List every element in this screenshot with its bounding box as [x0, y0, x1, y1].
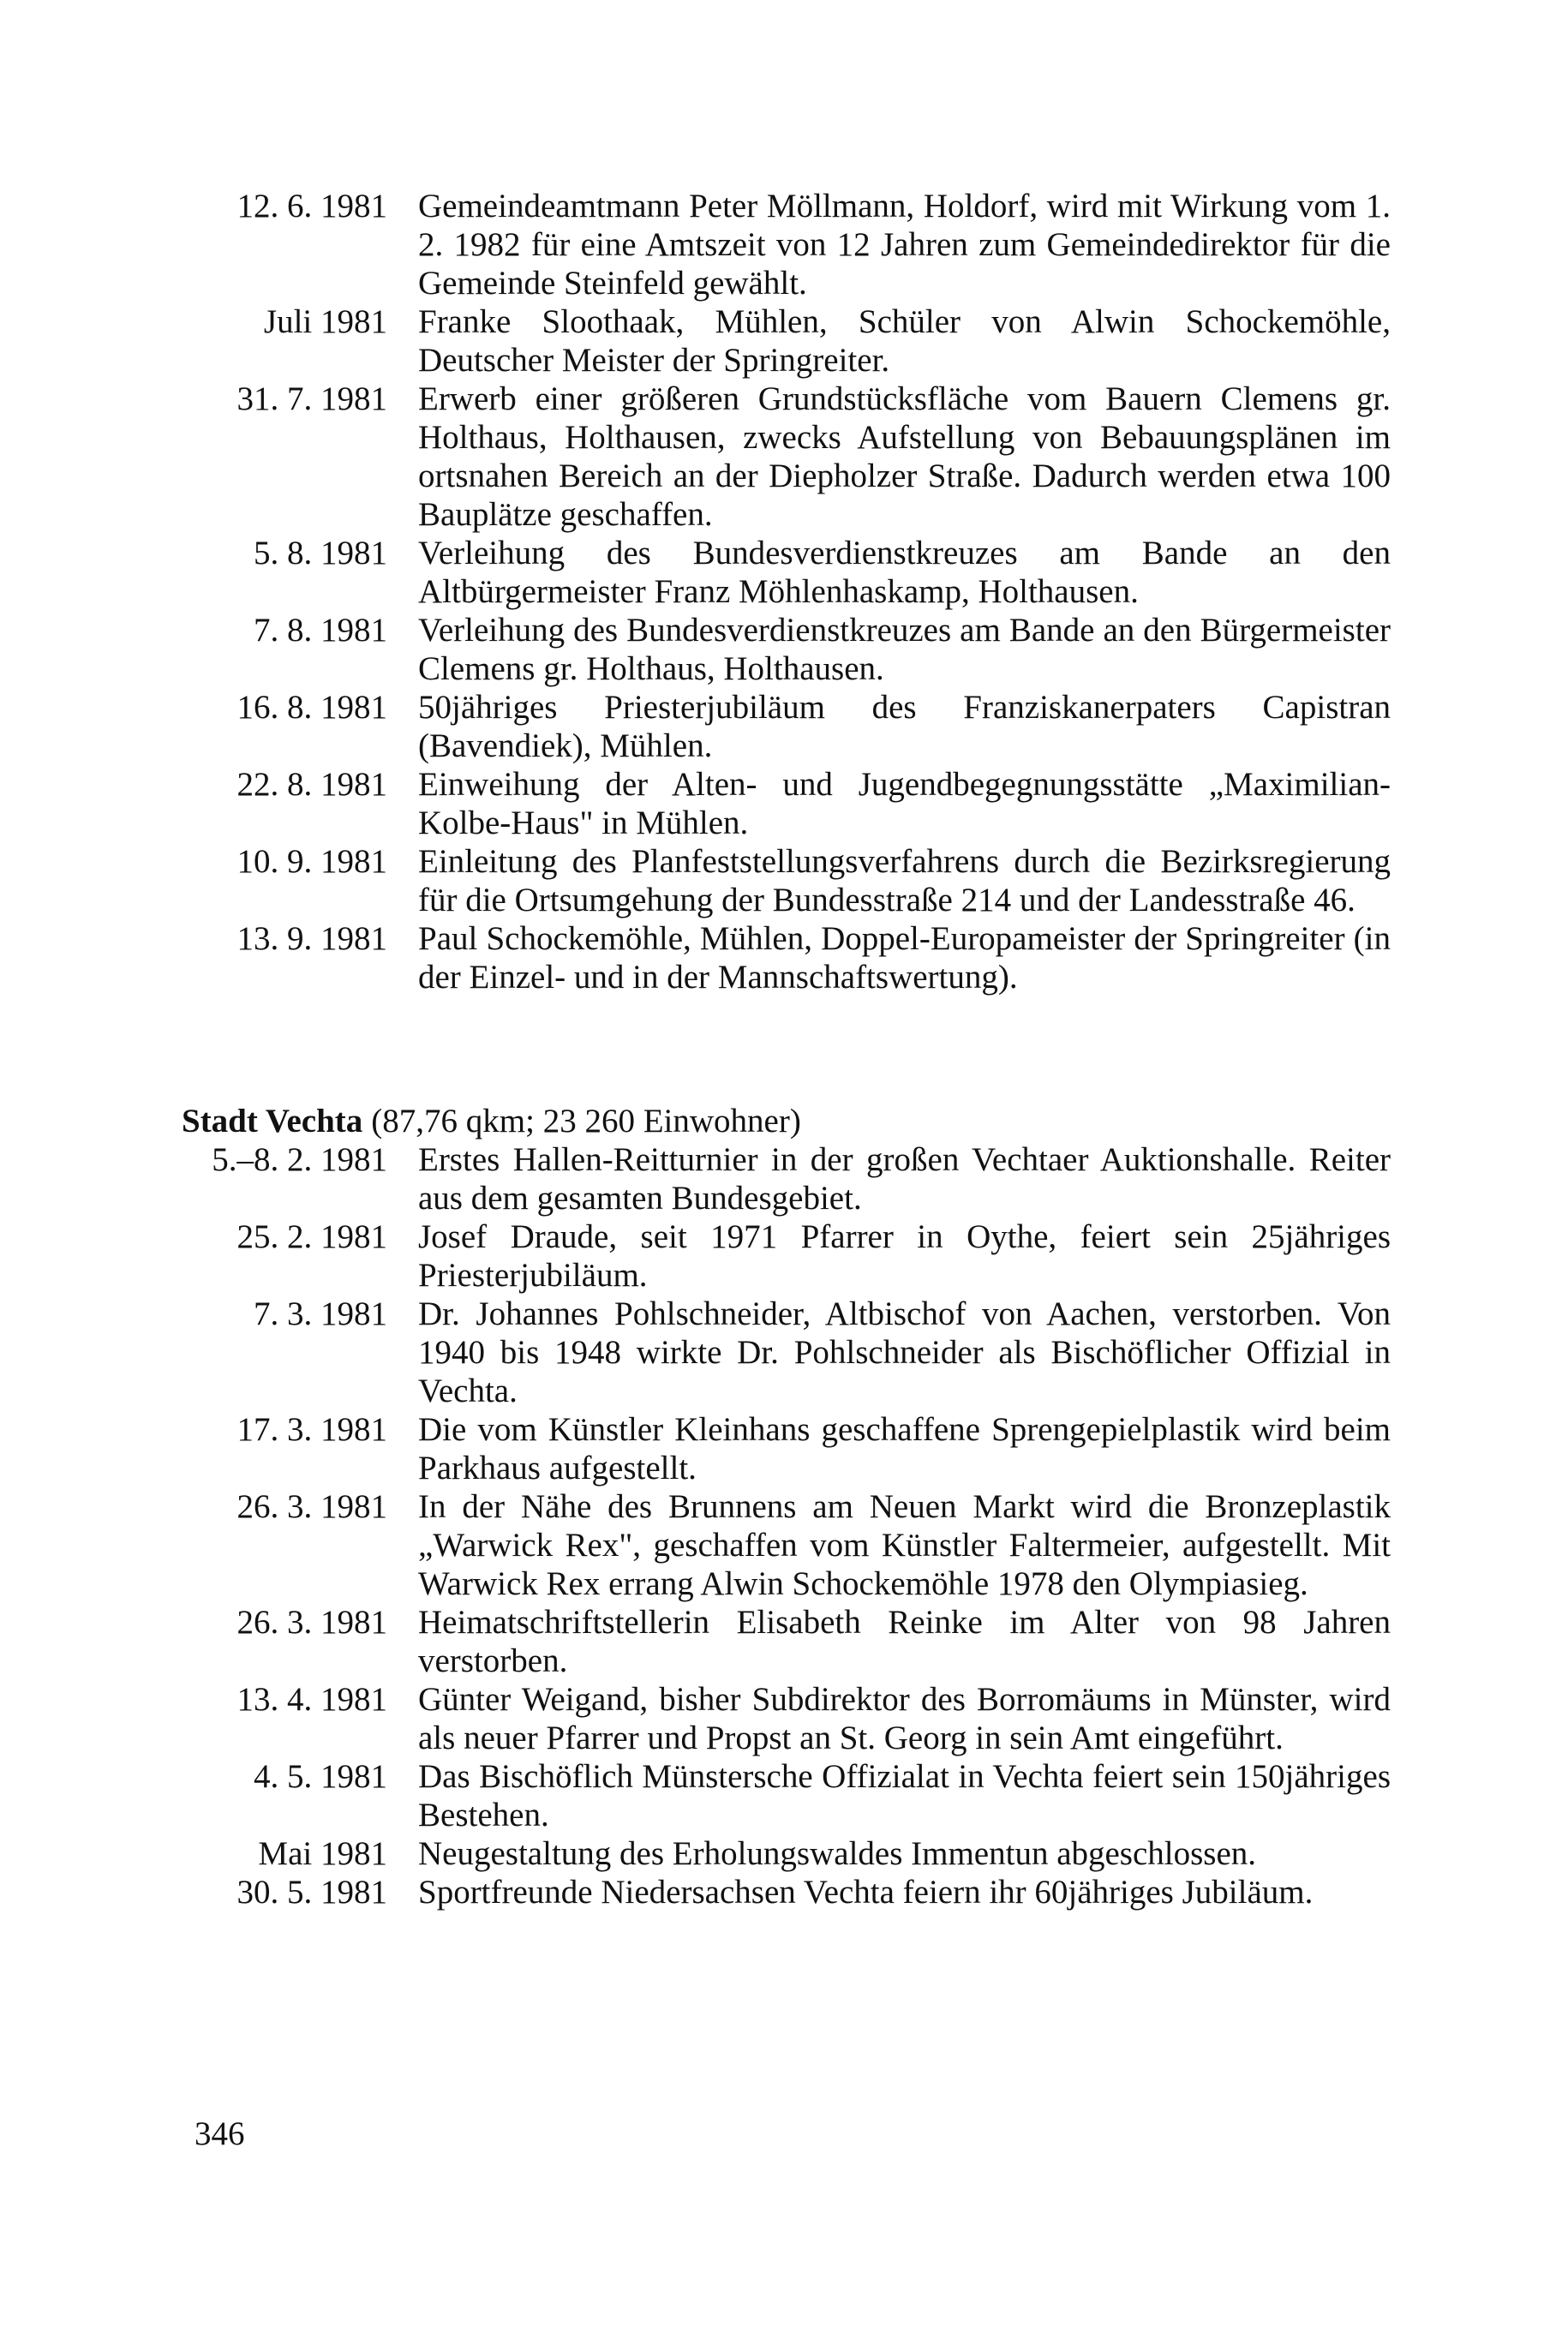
- entry-date: 22. 8. 1981: [236, 766, 387, 803]
- entry-date: 7. 3. 1981: [254, 1295, 387, 1332]
- entry-text: Franke Sloothaak, Mühlen, Schüler von Alwin Schockemöhle, Deutscher Meister der Springreiter.: [418, 303, 1391, 379]
- entry-text: In der Nähe des Brunnens am Neuen Markt wird die Bronzeplastik „Warwick Rex", geschaffen vom Künstler Faltermeier, aufgestellt. Mit Warwick Rex errang Alwin Schockemöhle 1978 den Olympiasieg.: [418, 1488, 1391, 1602]
- chronicle-list-steinfeld: [182, 187, 1398, 996]
- entry-date: 25. 2. 1981: [236, 1218, 387, 1255]
- chronicle-entry: [182, 1140, 1398, 1217]
- entry-date: 13. 4. 1981: [236, 1681, 387, 1718]
- entry-text: Verleihung des Bundesverdienstkreuzes am Bande an den Bürgermeister Clemens gr. Holthaus, Holthausen.: [418, 612, 1391, 687]
- entry-date: 4. 5. 1981: [254, 1758, 387, 1795]
- chronicle-entry: [182, 919, 1398, 996]
- chronicle-entry: [182, 380, 1398, 534]
- entry-text: 50jähriges Priesterjubiläum des Franziskanerpaters Capistran (Bavendiek), Mühlen.: [418, 689, 1391, 764]
- entry-text: Paul Schockemöhle, Mühlen, Doppel-Europameister der Springreiter (in der Einzel- und in der Mannschaftswertung).: [418, 920, 1391, 996]
- chronicle-entry: [182, 842, 1398, 919]
- entry-text: Neugestaltung des Erholungswaldes Immentun abgeschlossen.: [418, 1835, 1257, 1872]
- page-number: 346: [195, 2115, 245, 2152]
- chronicle-entry: [182, 1757, 1398, 1834]
- section-heading: [182, 1102, 1398, 1140]
- entry-text: Erwerb einer größeren Grundstücksfläche vom Bauern Clemens gr. Holthaus, Holthausen, zwecks Aufstellung von Bebauungsplänen im ortsnahen Bereich an der Diepholzer Straße. Dadurch werden etwa 100 Bauplätze geschaffen.: [418, 380, 1391, 533]
- chronicle-entry: [182, 187, 1398, 302]
- chronicle-entry: [182, 1217, 1398, 1295]
- entry-date: 31. 7. 1981: [236, 380, 387, 417]
- chronicle-entry: [182, 1873, 1398, 1911]
- entry-date: 26. 3. 1981: [236, 1488, 387, 1525]
- chronicle-entry: [182, 534, 1398, 611]
- chronicle-entry: [182, 1487, 1398, 1603]
- chronicle-entry: [182, 611, 1398, 688]
- entry-date: Juli 1981: [263, 303, 387, 340]
- entry-date: 12. 6. 1981: [236, 188, 387, 224]
- entry-text: Einweihung der Alten- und Jugendbegegnungsstätte „Maximilian-Kolbe-Haus" in Mühlen.: [418, 766, 1391, 841]
- section-title: Stadt Vechta: [182, 1103, 363, 1140]
- entry-text: Erstes Hallen-Reitturnier in der großen Vechtaer Auktionshalle. Reiter aus dem gesamten Bundesgebiet.: [418, 1141, 1391, 1217]
- entry-date: 26. 3. 1981: [236, 1604, 387, 1641]
- entry-text: Dr. Johannes Pohlschneider, Altbischof von Aachen, verstorben. Von 1940 bis 1948 wirkte Dr. Pohlschneider als Bischöflicher Offizial in Vechta.: [418, 1295, 1391, 1409]
- entry-date: 7. 8. 1981: [254, 612, 387, 649]
- entry-text: Verleihung des Bundesverdienstkreuzes am Bande an den Altbürgermeister Franz Möhlenhaskamp, Holthausen.: [418, 535, 1391, 610]
- chronicle-entry: [182, 765, 1398, 842]
- entry-date: Mai 1981: [258, 1835, 387, 1872]
- chronicle-entry: [182, 1410, 1398, 1487]
- chronicle-list-vechta: [182, 1102, 1398, 1911]
- entry-text: Günter Weigand, bisher Subdirektor des Borromäums in Münster, wird als neuer Pfarrer und Propst an St. Georg in sein Amt eingeführt.: [418, 1681, 1391, 1756]
- chronicle-entry: [182, 1834, 1398, 1873]
- entry-text: Gemeindeamtmann Peter Möllmann, Holdorf, wird mit Wirkung vom 1. 2. 1982 für eine Amtszeit von 12 Jahren zum Gemeindedirektor für die Gemeinde Steinfeld gewählt.: [418, 188, 1391, 302]
- entry-date: 16. 8. 1981: [236, 689, 387, 726]
- chronicle-entry: [182, 1603, 1398, 1680]
- entry-date: 13. 9. 1981: [236, 920, 387, 957]
- chronicle-entry: [182, 1680, 1398, 1757]
- chronicle-entry: [182, 688, 1398, 765]
- chronicle-entry: [182, 302, 1398, 380]
- chronicle-entry: [182, 1295, 1398, 1410]
- entry-text: Heimatschriftstellerin Elisabeth Reinke im Alter von 98 Jahren verstorben.: [418, 1604, 1391, 1679]
- entry-text: Einleitung des Planfeststellungsverfahrens durch die Bezirksregierung für die Ortsumgehung der Bundesstraße 214 und der Landesstraße 46.: [418, 843, 1391, 918]
- section-meta: (87,76 qkm; 23 260 Einwohner): [371, 1103, 801, 1140]
- entry-date: 5. 8. 1981: [254, 535, 387, 571]
- entry-date: 10. 9. 1981: [236, 843, 387, 880]
- entry-date: 30. 5. 1981: [236, 1874, 387, 1911]
- entry-text: Die vom Künstler Kleinhans geschaffene Sprengepielplastik wird beim Parkhaus aufgestellt.: [418, 1411, 1391, 1487]
- entry-text: Das Bischöflich Münstersche Offizialat in Vechta feiert sein 150jähriges Bestehen.: [418, 1758, 1391, 1833]
- entry-date: 17. 3. 1981: [236, 1411, 387, 1448]
- entry-text: Sportfreunde Niedersachsen Vechta feiern ihr 60jähriges Jubiläum.: [418, 1874, 1314, 1911]
- entry-date: 5.–8. 2. 1981: [212, 1141, 387, 1178]
- entry-text: Josef Draude, seit 1971 Pfarrer in Oythe, feiert sein 25jähriges Priesterjubiläum.: [418, 1218, 1391, 1294]
